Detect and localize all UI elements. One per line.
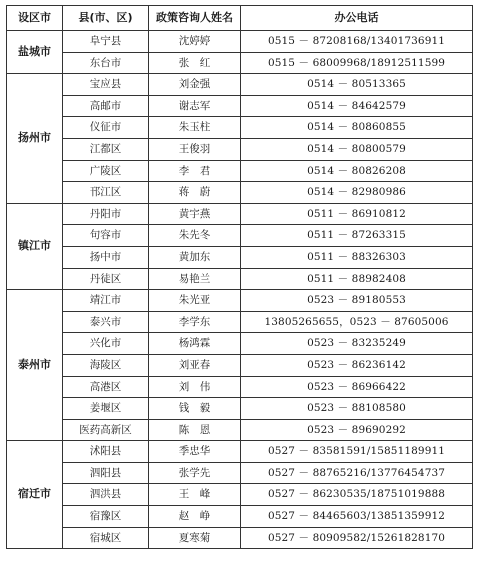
county-cell: 句容市 [63,225,149,247]
phone-cell: 0511 － 88326303 [241,246,473,268]
contact-name-cell: 黄宇燕 [149,203,241,225]
header-city: 设区市 [7,6,63,31]
contact-name-cell: 易艳兰 [149,268,241,290]
county-cell: 东台市 [63,52,149,74]
county-cell: 海陵区 [63,354,149,376]
table-row [7,398,473,420]
phone-cell: 0527 － 80909582/15261828170 [241,527,473,549]
phone-cell: 0511 － 87263315 [241,225,473,247]
contact-name-cell: 刘金强 [149,74,241,96]
phone-cell: 0523 － 83235249 [241,333,473,355]
phone-cell: 0515 － 68009968/18912511599 [241,52,473,74]
county-cell: 广陵区 [63,160,149,182]
table-row [7,376,473,398]
table-row [7,290,473,312]
header-county: 县(市、区) [63,6,149,31]
phone-cell: 0511 － 86910812 [241,203,473,225]
header-office-phone: 办公电话 [241,6,473,31]
county-cell: 沭阳县 [63,441,149,463]
city-cell: 盐城市 [7,31,63,74]
county-cell: 泗阳县 [63,462,149,484]
contact-name-cell: 沈婷婷 [149,31,241,53]
county-cell: 宝应县 [63,74,149,96]
county-cell: 姜堰区 [63,398,149,420]
county-cell: 扬中市 [63,246,149,268]
phone-cell: 0523 － 89690292 [241,419,473,441]
phone-cell: 13805265655，0523 － 87605006 [241,311,473,333]
county-cell: 宿城区 [63,527,149,549]
table-row [7,246,473,268]
phone-cell: 0515 － 87208168/13401736911 [241,31,473,53]
contact-table-container [6,5,473,549]
contact-name-cell: 王 峰 [149,484,241,506]
county-cell: 兴化市 [63,333,149,355]
contact-name-cell: 夏寒菊 [149,527,241,549]
contact-name-cell: 钱 毅 [149,398,241,420]
contact-name-cell: 李 君 [149,160,241,182]
table-row [7,52,473,74]
table-row [7,74,473,96]
city-cell: 扬州市 [7,74,63,204]
table-row [7,462,473,484]
phone-cell: 0514 － 80826208 [241,160,473,182]
county-cell: 医药高新区 [63,419,149,441]
contact-name-cell: 张学先 [149,462,241,484]
phone-cell: 0523 － 88108580 [241,398,473,420]
table-row [7,311,473,333]
county-cell: 宿豫区 [63,506,149,528]
county-cell: 泰兴市 [63,311,149,333]
phone-cell: 0527 － 83581591/15851189911 [241,441,473,463]
table-row [7,182,473,204]
contact-name-cell: 季忠华 [149,441,241,463]
table-row [7,333,473,355]
city-cell: 宿迁市 [7,441,63,549]
table-row [7,117,473,139]
table-row [7,31,473,53]
city-cell: 泰州市 [7,290,63,441]
contact-name-cell: 杨鸿霖 [149,333,241,355]
phone-cell: 0514 － 80513365 [241,74,473,96]
county-cell: 丹徒区 [63,268,149,290]
phone-cell: 0514 － 82980986 [241,182,473,204]
table-row [7,203,473,225]
phone-cell: 0527 － 84465603/13851359912 [241,506,473,528]
county-cell: 高邮市 [63,95,149,117]
contact-name-cell: 朱玉柱 [149,117,241,139]
table-body [7,31,473,549]
phone-cell: 0514 － 80860855 [241,117,473,139]
phone-cell: 0523 － 89180553 [241,290,473,312]
phone-cell: 0527 － 88765216/13776454737 [241,462,473,484]
contact-name-cell: 刘 伟 [149,376,241,398]
contact-name-cell: 黄加东 [149,246,241,268]
contact-name-cell: 谢志军 [149,95,241,117]
table-row [7,506,473,528]
phone-cell: 0514 － 84642579 [241,95,473,117]
contact-name-cell: 王俊羽 [149,138,241,160]
contact-name-cell: 李学东 [149,311,241,333]
table-row [7,441,473,463]
header-contact-name: 政策咨询人姓名 [149,6,241,31]
county-cell: 靖江市 [63,290,149,312]
county-cell: 仪征市 [63,117,149,139]
phone-cell: 0514 － 80800579 [241,138,473,160]
table-row [7,484,473,506]
county-cell: 江都区 [63,138,149,160]
phone-cell: 0523 － 86966422 [241,376,473,398]
table-row [7,268,473,290]
contact-name-cell: 刘亚春 [149,354,241,376]
county-cell: 泗洪县 [63,484,149,506]
county-cell: 高港区 [63,376,149,398]
contact-name-cell: 朱光亚 [149,290,241,312]
table-row [7,527,473,549]
table-row [7,95,473,117]
header-row [7,6,473,31]
table-row [7,354,473,376]
contact-name-cell: 赵 峥 [149,506,241,528]
phone-cell: 0511 － 88982408 [241,268,473,290]
county-cell: 邗江区 [63,182,149,204]
city-cell: 镇江市 [7,203,63,289]
phone-cell: 0523 － 86236142 [241,354,473,376]
policy-contact-table [6,5,473,549]
contact-name-cell: 张 红 [149,52,241,74]
table-row [7,138,473,160]
table-row [7,160,473,182]
county-cell: 阜宁县 [63,31,149,53]
contact-name-cell: 蒋 蔚 [149,182,241,204]
contact-name-cell: 朱先冬 [149,225,241,247]
contact-name-cell: 陈 恩 [149,419,241,441]
table-row [7,419,473,441]
phone-cell: 0527 － 86230535/18751019888 [241,484,473,506]
county-cell: 丹阳市 [63,203,149,225]
table-row [7,225,473,247]
